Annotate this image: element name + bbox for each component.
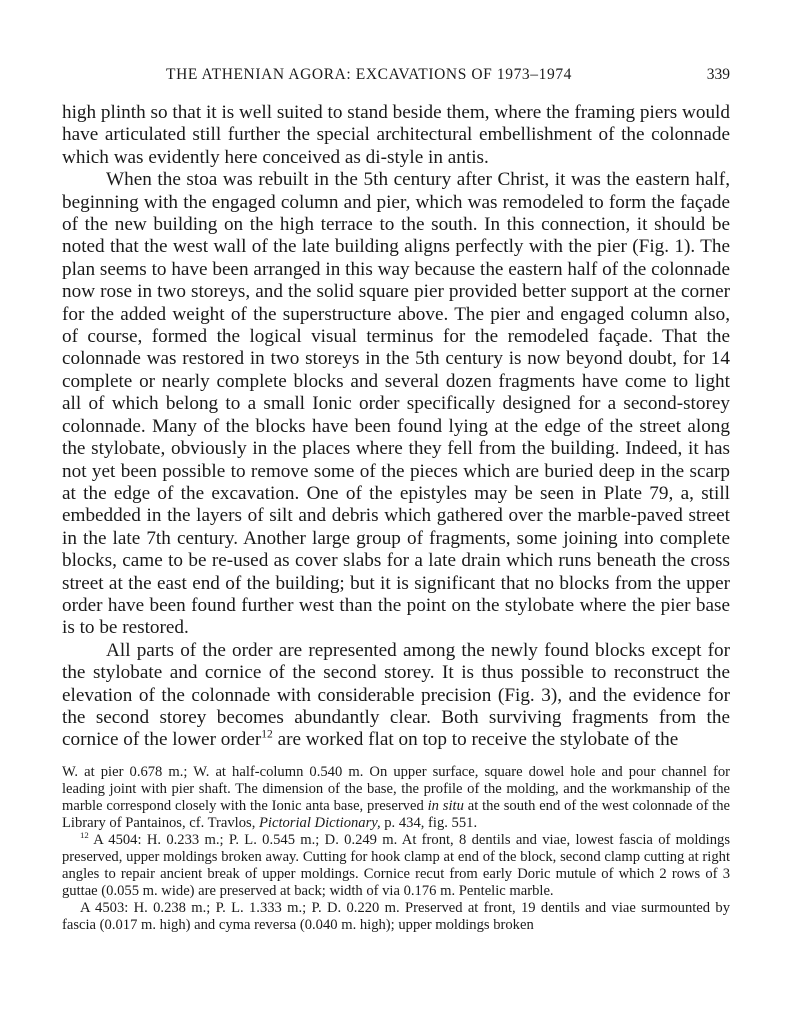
running-title: THE ATHENIAN AGORA: EXCAVATIONS OF 1973–1974 — [166, 66, 573, 83]
footnote-12 — [62, 832, 730, 900]
footnote-text: at the south end of the west colonnade of the Library of Pantainos, cf. Travlos, — [62, 798, 730, 831]
paragraph-3-text: All parts of the order are represented among the newly found blocks except for the stylobate and cornice of the second storey. It is thus possible to reconstruct the elevation of the colonnade with considerable precision (Fig. 3), and the evidence for the second storey becomes abundantly clear. Both surviving fragments from the cornice of the lower order — [62, 639, 730, 751]
paragraph-3 — [62, 640, 730, 752]
paragraph-1: high plinth so that it is well suited to stand beside them, where the framing piers would have articulated still further the special architectural embellishment of the colonnade which was evidently here conceived as di-style in antis. — [62, 102, 730, 168]
running-header — [62, 66, 730, 88]
footnote-continued — [62, 764, 730, 832]
footnote-ref-12: 12 — [261, 728, 273, 741]
footnote-text: A 4504: H. 0.233 m.; P. L. 0.545 m.; D. 0.249 m. At front, 8 dentils and viae, lowest fascia of moldings preserved, upper moldings broken away. Cutting for hook clamp at end of the block, second clamp cutting at right angles to repair ancient break of upper moldings. Cornice recut from early Doric mutule of which 2 rows of 3 guttae (0.055 m. wide) are preserved at back; width of via 0.176 m. Pentelic marble. — [62, 832, 730, 899]
footnote-italic: in situ — [427, 798, 464, 814]
paragraph-3-text-end: are worked flat on top to receive the stylobate of the — [272, 729, 679, 751]
paragraph-2: When the stoa was rebuilt in the 5th century after Christ, it was the eastern half, beginning with the engaged column and pier, which was remodeled to form the façade of the new building on the high terrace to the south. In this connection, it should be noted that the west wall of the late building aligns perfectly with the pier (Fig. 1). The plan seems to have been arranged in this way because the eastern half of the colonnade now rose in two storeys, and the solid square pier provided better support at the corner for the added weight of the superstructure above. The pier and engaged column also, of course, formed the logical visual terminus for the remodeled façade. That the colonnade was restored in two storeys in the 5th century is now beyond doubt, for 14 complete or nearly complete blocks and several dozen fragments have come to light all of which belong to a small Ionic order specifically designed for a second-storey colonnade. Many of the blocks have been found lying at the edge of the street along the stylobate, obviously in the places where they fell from the building. Indeed, it has not yet been possible to remove some of the pieces which are buried deep in the scarp at the edge of the excavation. One of the epistyles may be seen in Plate 79, a, still embedded in the layers of silt and debris which gathered over the marble-paved street in the late 7th century. Another large group of fragments, some joining into complete blocks, came to be re-used as cover slabs for a late drain which runs beneath the cross street at the east end of the building; but it is significant that no blocks from the upper order have been found further west than the point on the stylobate where the pier base is to be restored. — [62, 169, 730, 639]
footnote-citation-title: Pictorial Dictionary, — [259, 815, 381, 831]
footnote-text: W. at pier 0.678 m.; W. at half-column 0.540 m. On upper surface, square dowel hole and pour channel for leading joint with pier shaft. The dimension of the base, the profile of the molding, and the workmanship of the marble correspond closely with the Ionic anta base, preserved — [62, 764, 730, 814]
body-text — [62, 102, 730, 752]
footnotes — [62, 764, 730, 934]
footnote-text: p. 434, fig. 551. — [380, 815, 478, 831]
footnote-number: 12 — [80, 830, 89, 841]
page-number: 339 — [706, 66, 730, 83]
footnote-a4503: A 4503: H. 0.238 m.; P. L. 1.333 m.; P. D. 0.220 m. Preserved at front, 19 dentils and viae surmounted by fascia (0.017 m. high) and cyma reversa (0.040 m. high); upper moldings broken — [62, 900, 730, 933]
